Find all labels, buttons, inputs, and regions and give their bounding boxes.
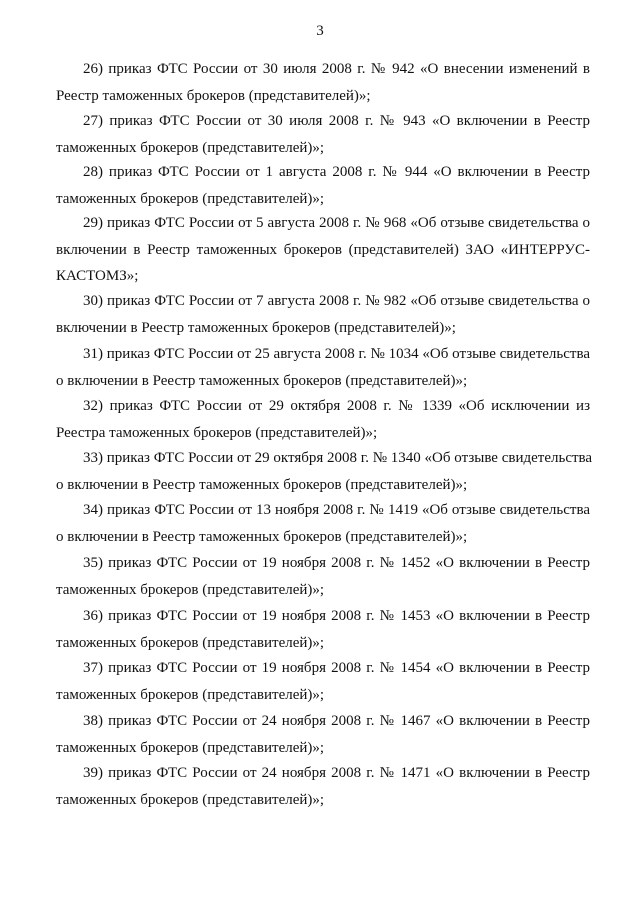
list-item-31: [56, 341, 590, 394]
list-item-38: [56, 708, 590, 761]
item-line: о включении в Реестр таможенных брокеров (представителей)»;: [56, 528, 468, 545]
item-line: 28) приказ ФТС России от 1 августа 2008 г. № 944 «О включении в Реестр: [83, 164, 590, 180]
item-line: 36) приказ ФТС России от 19 ноября 2008 г. № 1453 «О включении в Реестр: [83, 608, 590, 624]
item-line: таможенных брокеров (представителей)»;: [56, 686, 325, 703]
page-number: 3: [316, 23, 324, 39]
item-line: таможенных брокеров (представителей)»;: [56, 190, 325, 207]
item-line: 26) приказ ФТС России от 30 июля 2008 г. № 942 «О внесении изменений в: [83, 61, 590, 77]
list-item-35: [56, 550, 590, 603]
item-line: Реестр таможенных брокеров (представителей)»;: [56, 87, 371, 104]
item-line: 32) приказ ФТС России от 29 октября 2008 г. № 1339 «Об исключении из: [83, 398, 590, 414]
list-item-26: [56, 56, 590, 109]
item-line: включении в Реестр таможенных брокеров (представителей)»;: [56, 319, 456, 336]
list-item-29: [56, 210, 590, 290]
item-line: 39) приказ ФТС России от 24 ноября 2008 г. № 1471 «О включении в Реестр: [83, 765, 590, 781]
item-line: 27) приказ ФТС России от 30 июля 2008 г. № 943 «О включении в Реестр: [83, 113, 590, 129]
list-item-28: [56, 159, 590, 212]
list-item-36: [56, 603, 590, 656]
item-line: о включении в Реестр таможенных брокеров (представителей)»;: [56, 372, 468, 389]
item-line: включении в Реестр таможенных брокеров (представителей) ЗАО «ИНТЕРРУС-: [56, 241, 590, 258]
list-item-33: [56, 445, 593, 498]
item-line: 34) приказ ФТС России от 13 ноября 2008 г. № 1419 «Об отзыве свидетельства: [83, 502, 590, 518]
list-item-39: [56, 760, 590, 813]
item-line: 35) приказ ФТС России от 19 ноября 2008 г. № 1452 «О включении в Реестр: [83, 555, 590, 571]
item-line: таможенных брокеров (представителей)»;: [56, 739, 325, 756]
item-line: таможенных брокеров (представителей)»;: [56, 791, 325, 808]
item-line: 38) приказ ФТС России от 24 ноября 2008 г. № 1467 «О включении в Реестр: [83, 713, 590, 729]
item-line: таможенных брокеров (представителей)»;: [56, 634, 325, 651]
item-line: 29) приказ ФТС России от 5 августа 2008 г. № 968 «Об отзыве свидетельства о: [83, 215, 590, 231]
list-item-30: [56, 288, 590, 341]
item-line: КАСТОМЗ»;: [56, 268, 139, 284]
list-item-37: [56, 655, 590, 708]
item-line: 37) приказ ФТС России от 19 ноября 2008 г. № 1454 «О включении в Реестр: [83, 660, 590, 676]
item-line: Реестра таможенных брокеров (представителей)»;: [56, 424, 378, 441]
list-item-32: [56, 393, 590, 446]
item-line: 33) приказ ФТС России от 29 октября 2008 г. № 1340 «Об отзыве свидетельства: [83, 450, 593, 466]
item-line: 31) приказ ФТС России от 25 августа 2008 г. № 1034 «Об отзыве свидетельства: [83, 346, 590, 362]
item-line: 30) приказ ФТС России от 7 августа 2008 г. № 982 «Об отзыве свидетельства о: [83, 293, 590, 309]
item-line: таможенных брокеров (представителей)»;: [56, 139, 325, 156]
list-item-27: [56, 108, 590, 161]
item-line: таможенных брокеров (представителей)»;: [56, 581, 325, 598]
item-line: о включении в Реестр таможенных брокеров (представителей)»;: [56, 476, 468, 493]
list-item-34: [56, 497, 590, 550]
